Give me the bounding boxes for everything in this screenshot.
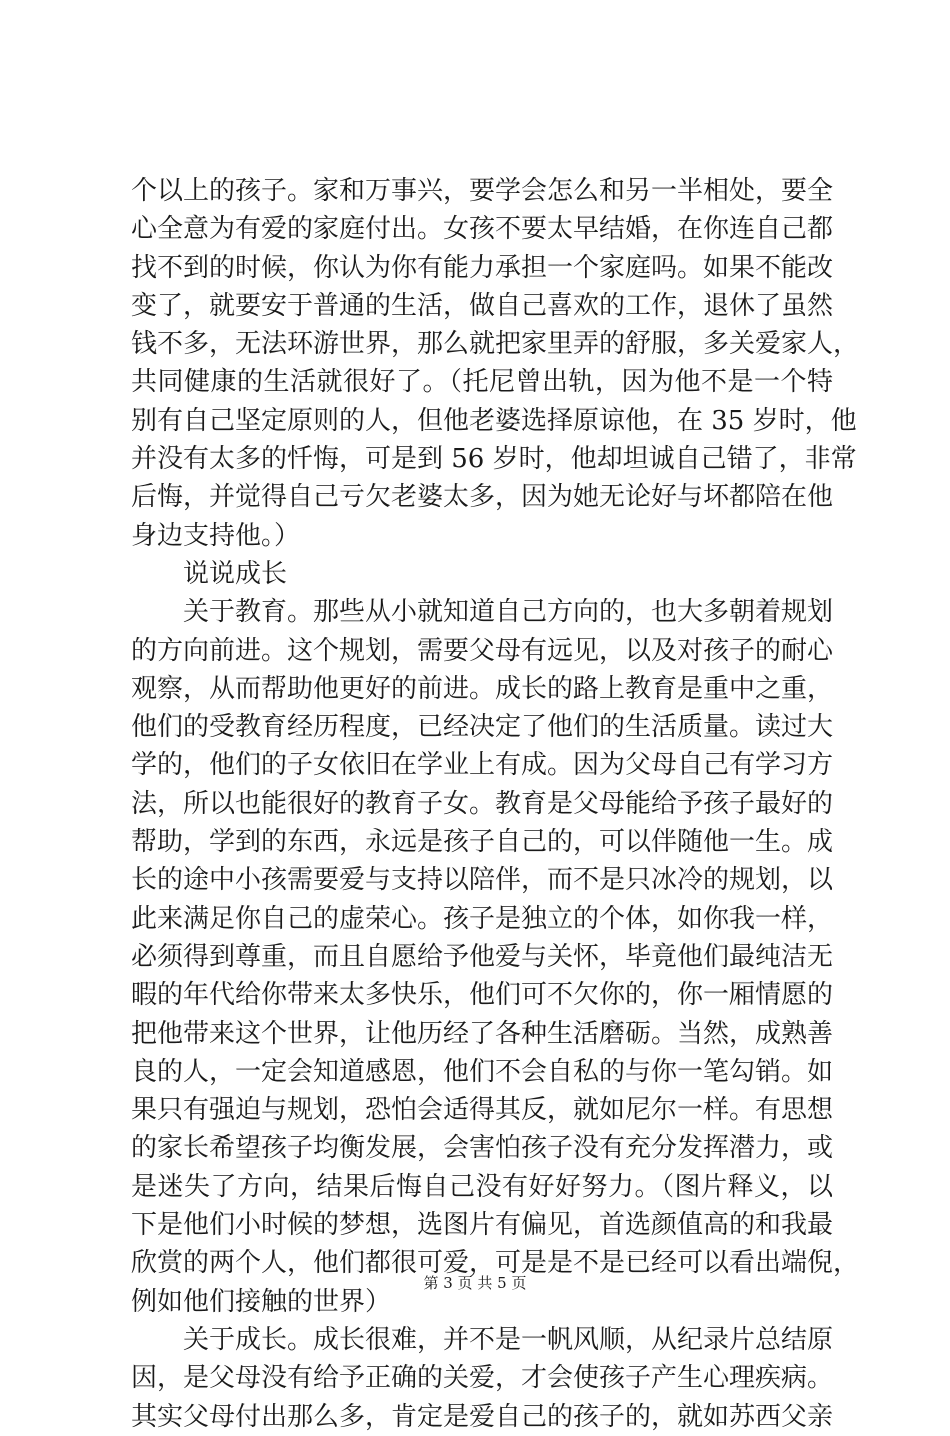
text-line: 关于教育。那些从小就知道自己方向的，也大多朝着规划	[183, 597, 834, 628]
text-line: 钱不多，无法环游世界，那么就把家里弄的舒服，多关爱家人，	[131, 329, 860, 360]
text-line: 学的，他们的子女依旧在学业上有成。因为父母自己有学习方	[131, 750, 834, 781]
text-line: 因，是父母没有给予正确的关爱，才会使孩子产生心理疾病。	[131, 1363, 834, 1394]
text-line: 欣赏的两个人，他们都很可爱，可是是不是已经可以看出端倪，	[131, 1248, 860, 1279]
text-line: 说说成长	[183, 558, 288, 589]
text-line: 并没有太多的忏悔，可是到 56 岁时，他却坦诚自己错了，非常	[131, 444, 857, 475]
text-line: 的家长希望孩子均衡发展，会害怕孩子没有充分发挥潜力，或	[131, 1133, 834, 1164]
text-line: 变了，就要安于普通的生活，做自己喜欢的工作，退休了虽然	[131, 290, 834, 321]
text-line: 其实父母付出那么多，肯定是爱自己的孩子的，就如苏西父亲	[131, 1401, 834, 1432]
text-line: 法，所以也能很好的教育子女。教育是父母能给予孩子最好的	[131, 788, 834, 819]
text-line: 把他带来这个世界，让他历经了各种生活磨砺。当然，成熟善	[131, 1018, 834, 1049]
text-line: 别有自己坚定原则的人，但他老婆选择原谅他，在 35 岁时，他	[131, 405, 857, 436]
text-line: 良的人，一定会知道感恩，他们不会自私的与你一笔勾销。如	[131, 1056, 834, 1087]
text-line: 下是他们小时候的梦想，选图片有偏见，首选颜值高的和我最	[131, 1210, 834, 1241]
text-line: 共同健康的生活就很好了。（托尼曾出轨，因为他不是一个特	[131, 367, 833, 398]
page-number-label: 第 3 页 共 5 页	[423, 1274, 527, 1292]
text-line: 必须得到尊重，而且自愿给予他爱与关怀，毕竟他们最纯洁无	[131, 941, 834, 972]
text-line: 他们的受教育经历程度，已经决定了他们的生活质量。读过大	[131, 712, 834, 743]
text-line: 身边支持他。）	[131, 520, 301, 551]
text-line: 心全意为有爱的家庭付出。女孩不要太早结婚，在你连自己都	[131, 214, 834, 245]
text-line: 关于成长。成长很难，并不是一帆风顺，从纪录片总结原	[183, 1324, 834, 1355]
text-line: 后悔，并觉得自己亏欠老婆太多，因为她无论好与坏都陪在他	[131, 482, 834, 513]
document-body	[131, 172, 860, 1436]
text-line: 的方向前进。这个规划，需要父母有远见，以及对孩子的耐心	[131, 635, 834, 666]
text-line: 找不到的时候，你认为你有能力承担一个家庭吗。如果不能改	[131, 252, 834, 283]
text-line: 帮助，学到的东西，永远是孩子自己的，可以伴随他一生。成	[131, 827, 834, 858]
text-line: 此来满足你自己的虚荣心。孩子是独立的个体，如你我一样，	[131, 903, 834, 934]
text-line: 个以上的孩子。家和万事兴，要学会怎么和另一半相处，要全	[131, 176, 834, 206]
text-line: 是迷失了方向，结果后悔自己没有好好努力。（图片释义，以	[131, 1171, 833, 1202]
text-line: 例如他们接触的世界）	[131, 1286, 392, 1317]
text-line: 长的途中小孩需要爱与支持以陪伴，而不是只冰冷的规划，以	[131, 865, 834, 896]
text-line: 暇的年代给你带来太多快乐，他们可不欠你的，你一厢情愿的	[131, 980, 834, 1011]
text-line: 观察，从而帮助他更好的前进。成长的路上教育是重中之重，	[131, 673, 834, 704]
page-footer	[0, 1272, 950, 1293]
text-line: 果只有强迫与规划，恐怕会适得其反，就如尼尔一样。有思想	[131, 1095, 834, 1126]
